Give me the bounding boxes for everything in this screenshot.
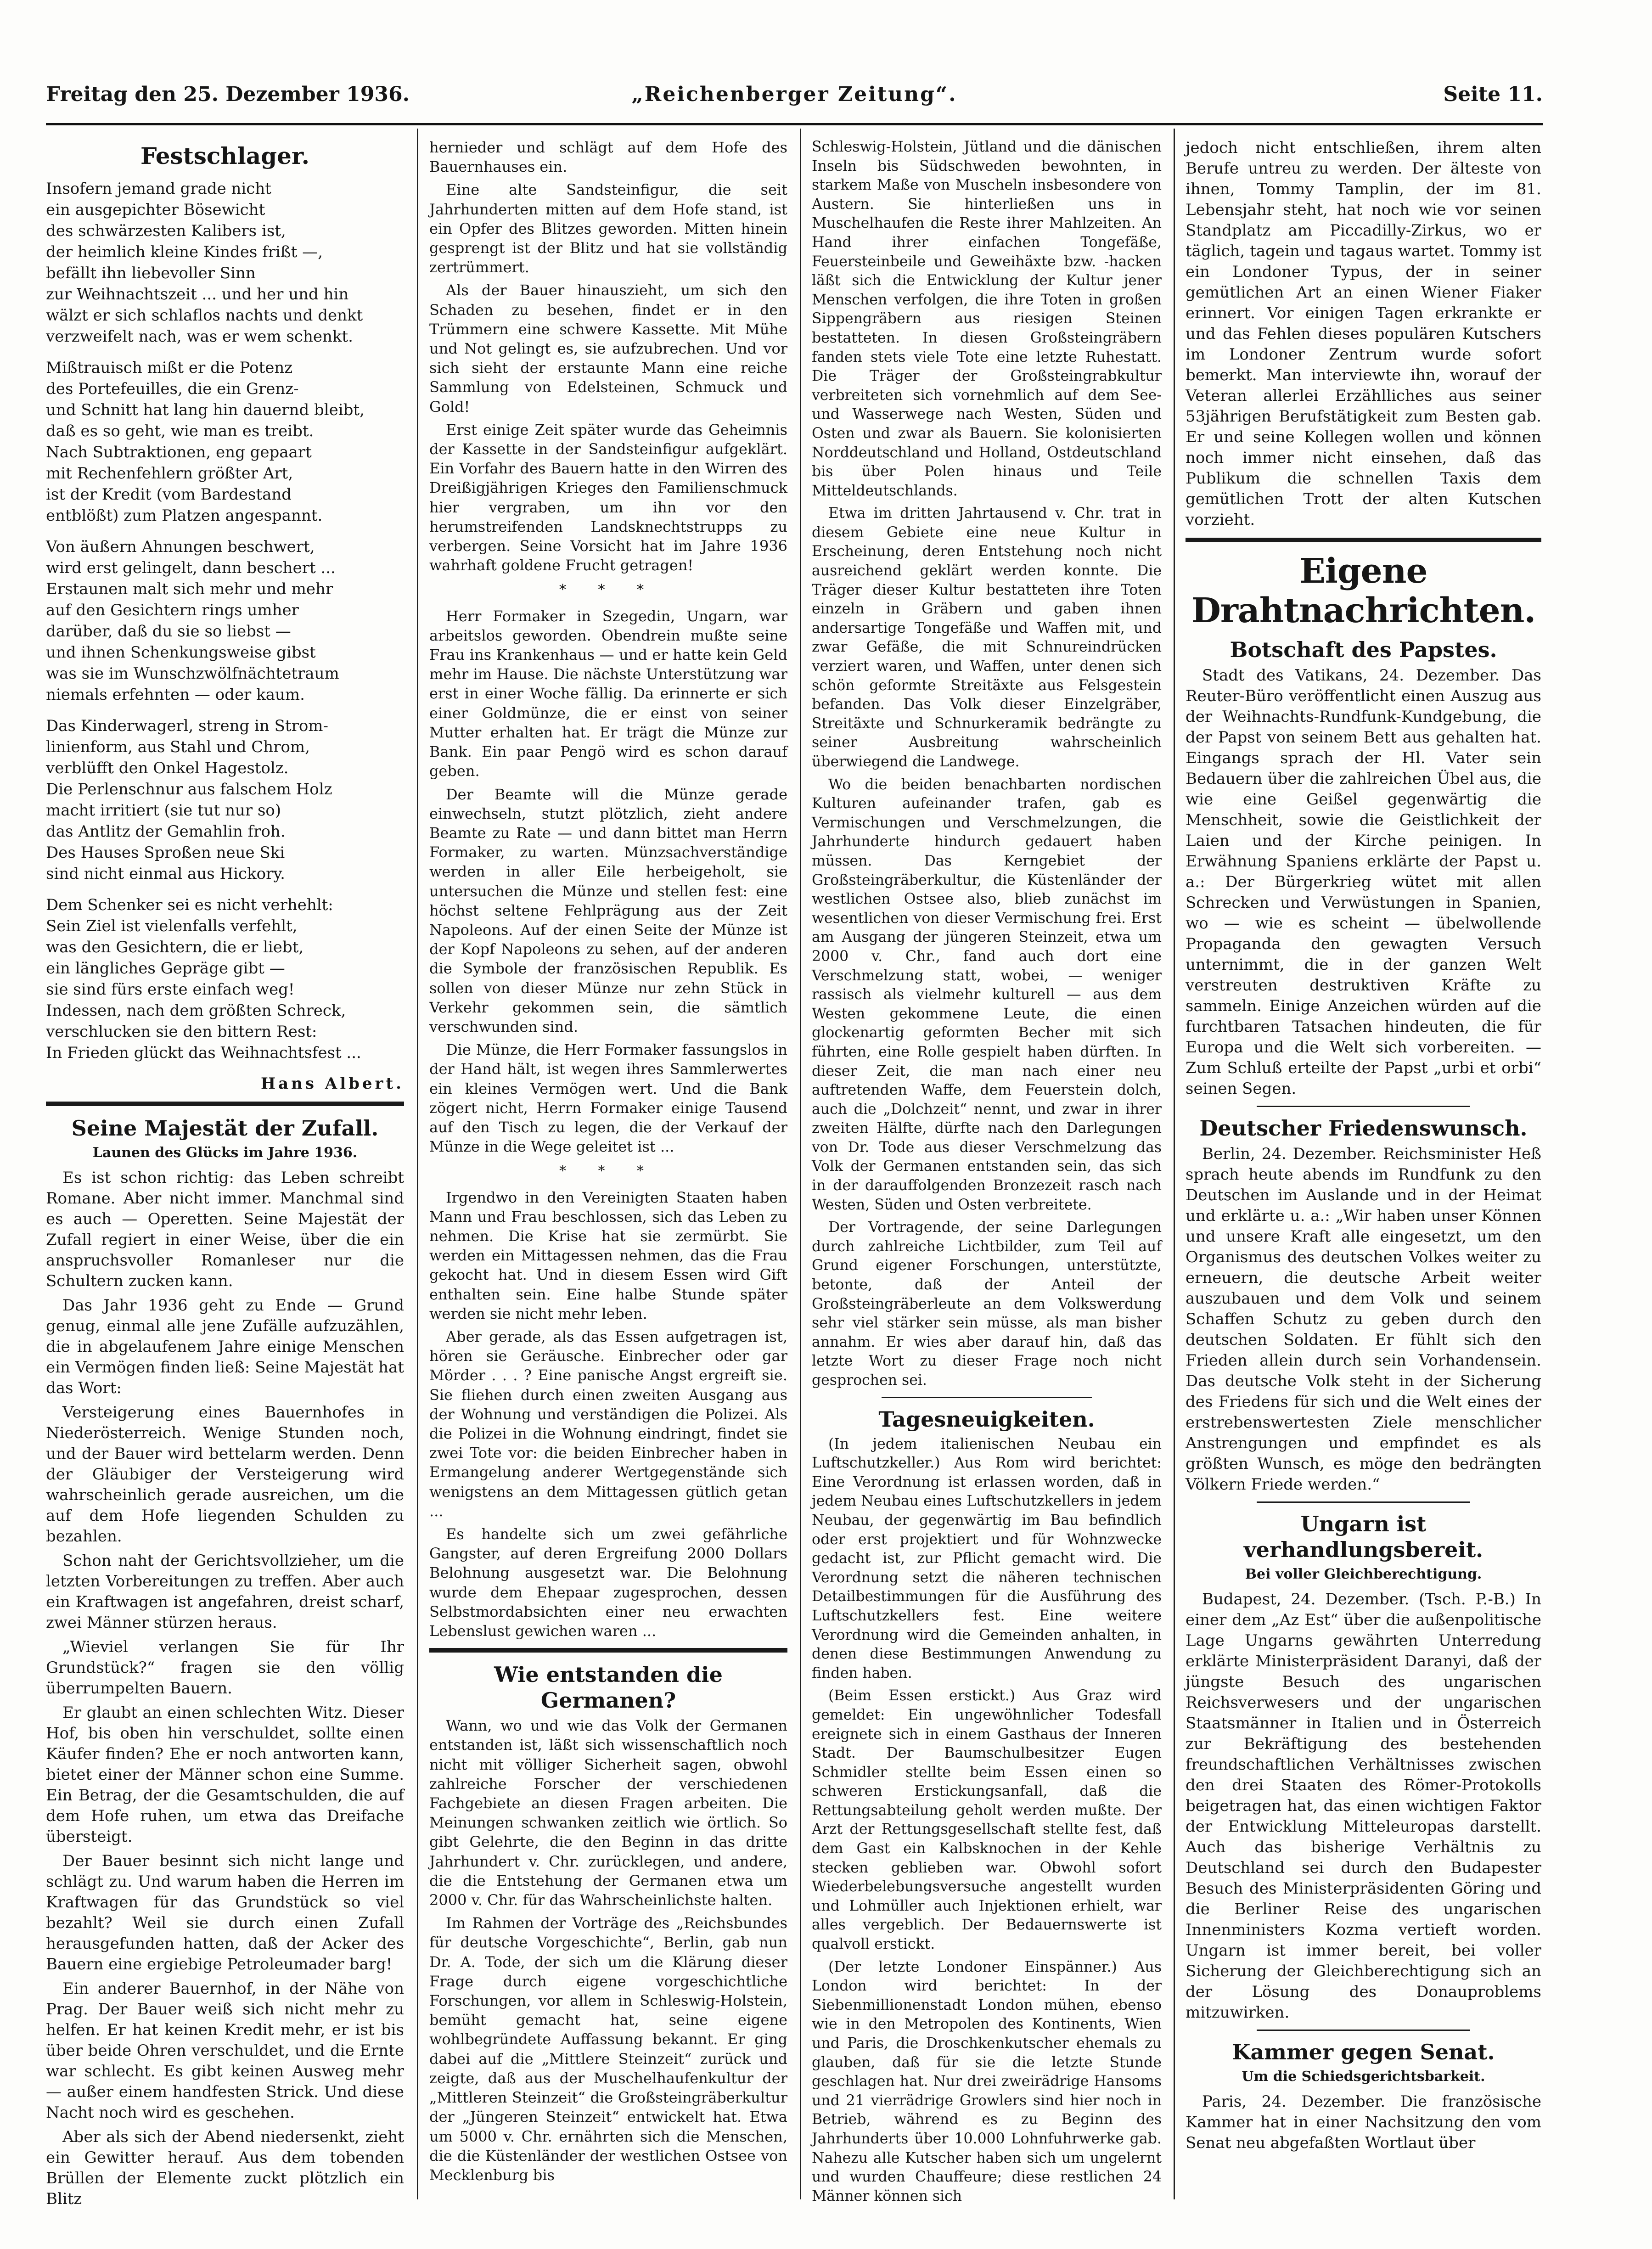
paragraph: Herr Formaker in Szegedin, Ungarn, war arbeitslos geworden. Obendrein mußte seine Frau ins Krankenhaus — und er hatte kein Geld mehr im Hause. Die nächste Unterstützung war erst in einer Woche fällig. Da erinnerte er sich einer Goldmünze, die er einst von seiner Mutter erhalten hat. Er trägt die Münze zur Bank. Ein paar Pengö wird es schon darauf geben. <box>429 607 787 780</box>
paragraph: Irgendwo in den Vereinigten Staaten haben Mann und Frau beschlossen, sich das Leben zu nehmen. Die Krise hat sie zermürbt. Sie werden ein Mittagessen nehmen, das die Frau gekocht hat. Und in diesem Essen wird Gift enthalten sein. Eine halbe Stunde später werden sie nicht mehr leben. <box>429 1188 787 1322</box>
poem-line: sie sind fürs erste einfach weg! <box>46 980 295 999</box>
poem-line: zur Weihnachtszeit ... und her und hin <box>46 285 349 304</box>
news-body <box>1186 1589 1541 2023</box>
poem <box>46 178 404 1063</box>
paragraph: Aber gerade, als das Essen aufgetragen ist, hören sie Geräusche. Einbrecher oder gar Mörder . . . ? Eine panische Angst ergreift sie. Sie fliehen durch einen zweiten Ausgang aus der Wohnung und verständigen die Polizei. Als die Polizei in die Wohnung eindringt, findet sie zwei Tote vor: die beiden Einbrecher haben in Ermangelung anderer Wertgegenstände sich wenigstens an dem Mittagessen gütlich getan ... <box>429 1327 787 1520</box>
paragraph: Versteigerung eines Bauernhofes in Niederösterreich. Wenige Stunden noch, und der Bauer wird bettelarm werden. Denn der Gläubiger der Versteigerung wird wahrscheinlich gerade ausreichen, um die auf dem Hofe liegenden Schulden zu bezahlen. <box>46 1403 404 1546</box>
separator-stars: * * * <box>559 582 658 598</box>
paragraph: Als der Bauer hinauszieht, um sich den Schaden zu besehen, findet er in den Trümmern eine schwere Kassette. Mit Mühe und Not gelingt es, sie aufzubrechen. Und vor sich sieht der erstaunte Mann eine reiche Sammlung von Edelsteinen, Schmuck und Gold! <box>429 281 787 416</box>
paragraph: Wann, wo und wie das Volk der Germanen entstanden ist, läßt sich wissenschaftlich noch nicht mit völliger Sicherheit sagen, obwohl zahlreiche Forscher der verschiedenen Fachgebiete an diesen Fragen arbeiten. Die Meinungen schwanken zeitlich wie örtlich. So gibt Gelehrte, die den Beginn in das dritte Jahrhundert v. Chr. zurücklegen, und andere, die die Entstehung der Germanen etwa um 2000 v. Chr. für das Wahrscheinlichste halten. <box>429 1717 787 1909</box>
article-anecdote-gangsters <box>429 1188 787 1641</box>
paragraph: Es ist schon richtig: das Leben schreibt Romane. Aber nicht immer. Manchmal sind es auch — Operetten. Seine Majestät der Zufall regiert in einer Weise, über die ein anspruchsvoller Romanleser nur die Schultern zucken kann. <box>46 1169 404 1290</box>
poem-line: Insofern jemand grade nicht <box>46 180 271 198</box>
paragraph: Schleswig-Holstein, Jütland und die dänischen Inseln bis Südschweden bewohnten, in starkem Maße von Muscheln insbesondere von Austern. Sie hinterließen uns in Muschelhaufen die Reste ihrer Mahlzeiten. An Hand ihrer einfachen Tongefäße, Feuersteinbeile und Geweihäxte bzw. -hacken läßt sich die Entwicklung der Kultur jener Menschen verfolgen, die ihre Toten in großen Sippengräbern aus riesigen Steinen bestatteten. In diesen Großsteingräbern fanden stets viele Tote eine letzte Ruhestatt. Die Träger der Großsteingrabkultur verbreiteten sich vornehmlich auf dem See- und Wasserwege nach Westen, Süden und Osten und zwar als Bauern. Sie kolonisierten Norddeutschland und Holland, Ostdeutschland bis über Polen hinaus und Teile Mitteldeutschlands. <box>812 139 1162 499</box>
poem-line: Das Kinderwagerl, streng in Strom- <box>46 717 329 735</box>
poem-line: darüber, daß du sie so liebst — <box>46 622 291 641</box>
section-title: Eigene Drahtnachrichten. <box>1191 551 1536 630</box>
article-body <box>46 1168 404 2210</box>
paragraph: Eine alte Sandsteinfigur, die seit Jahrhunderten mitten auf dem Hofe stand, ist ein Opfer des Blitzes geworden. Mitten hinein gesprengt ist der Blitz und hat sie vollständig zertrümmert. <box>429 181 787 276</box>
poem-line: des schwärzesten Kalibers ist, <box>46 222 286 240</box>
news-headline: Ungarn ist verhandlungsbereit. <box>1243 1512 1483 1562</box>
paragraph: Der Bauer besinnt sich nicht lange und schlägt zu. Und warum haben die Herren im Kraftwagen für das Grundstück so viel bezahlt? Weil sie durch einen Zufall herausgefunden hatten, daß der Acker des Bauern eine ergiebige Petroleumader barg! <box>46 1852 404 1973</box>
poem-line: Indessen, nach dem größten Schreck, <box>46 1001 346 1020</box>
poem-stanza <box>46 178 404 347</box>
poem-line: mit Rechenfehlern größter Art, <box>46 464 293 483</box>
news-body <box>1186 2092 1541 2153</box>
article-subtitle: Launen des Glücks im Jahre 1936. <box>92 1145 358 1161</box>
poem-line: und ihnen Schenkungsweise gibst <box>46 643 316 662</box>
poem-line: sind nicht einmal aus Hickory. <box>46 865 285 883</box>
poem-stanza <box>46 357 404 526</box>
column-rule-1 <box>417 129 418 2199</box>
news-subheadline: Um die Schiedsgerichtsbarkeit. <box>1242 2069 1485 2085</box>
paragraph: Wo die beiden benachbarten nordischen Kulturen aufeinander trafen, gab es Vermischungen und Verschmelzungen, die Jahrhunderte hindurch gedauert haben müssen. Das Kerngebiet der Großsteingräberkultur, die Küstenländer der westlichen Ostsee also, blieb zunächst im wesentlichen von dieser Vermischung frei. Erst am Ausgang der jüngeren Steinzeit, etwa um 2000 v. Chr., fand auch dort eine Verschmelzung statt, wobei, — weniger rassisch als vielmehr kulturell — aus dem Westen gekommene Leute, die einen glockenartig geformten Becher mit sich führten, eine Rolle gespielt haben dürften. In dieser Zeit, die man nach einer neu auftretenden Waffe, dem Feuerstein dolch, auch die „Dolchzeit“ nennt, und zwar in ihrer zweiten Hälfte, dürfte nach den Darlegungen von Dr. Tode aus dieser Verschmelzung das Volk der Germanen entstanden sein, das sich in der darauffolgenden Bronzezeit rasch nach Westen, Süden und Osten verbreitete. <box>812 776 1162 1213</box>
section-divider <box>882 1397 1091 1398</box>
article-continuation <box>429 138 787 575</box>
poem-line: was sie im Wunschzwölfnächtetraum <box>46 664 339 683</box>
news-body <box>1186 1144 1541 1495</box>
header-page-number: Seite 11. <box>1443 83 1543 106</box>
poem-line: linienform, aus Stahl und Chrom, <box>46 738 310 756</box>
section-divider <box>46 1102 404 1106</box>
separator-stars: * * * <box>559 1163 658 1180</box>
news-body <box>1186 665 1541 1099</box>
paragraph: Berlin, 24. Dezember. Reichsminister Heß sprach heute abends im Rundfunk zu den Deutschen im Auslande und in der Heimat und erklärte u. a.: „Wir haben unser Können und unsere Kraft alle eingesetzt, um den Organismus des deutschen Volkes weiter zu erneuern, die deutsche Arbeit weiter auszubauen und dem Volk und seinem Schaffen Schutz zu geben durch den deutschen Soldaten. Er fühlt sich den Frieden allein durch sein Vorhandensein. Das deutsche Volk steht in der Sicherung des Friedens für sich und die Welt eines der erstrebenswertesten Ziele menschlicher Anstrengungen und empfindet es als größten Wunsch, es möge den bedrängten Völkern Friede werden.“ <box>1186 1145 1541 1494</box>
poem-line: entblößt) zum Platzen angespannt. <box>46 506 323 525</box>
poem-line: ein längliches Gepräge gibt — <box>46 959 285 978</box>
column-4 <box>1186 138 1541 2157</box>
article-continuation <box>812 138 1162 1390</box>
poem-line: macht irritiert (sie tut nur so) <box>46 801 281 820</box>
poem-line: verzweifelt nach, was er wem schenkt. <box>46 327 353 346</box>
paragraph: jedoch nicht entschließen, ihrem alten Berufe untreu zu werden. Der älteste von ihnen, Tommy Tamplin, der im 81. Lebensjahr steht, hat noch wie vor seinen Standplatz am Piccadilly-Zirkus, wo er täglich, tagein und tagaus wartet. Tommy ist ein Londoner Typus, der in seiner gemütlichen Art an einen Wiener Fiaker erinnert. Vor einigen Tagen erkrankte er und das Fehlen dieses populären Kutschers im Londoner Zentrum wurde sofort bemerkt. Man interviewte ihn, worauf der Veteran allerlei Erzählliches aus seiner 53jährigen Berufstätigkeit zum Besten gab. Er und seine Kollegen wollen und können noch immer nicht einsehen, daß das Publikum die schnellen Taxis dem gemütlichen Trott der alten Kutschen vorzieht. <box>1186 139 1541 529</box>
poem-line: verblüfft den Onkel Hagestolz. <box>46 759 289 777</box>
section-divider <box>1257 1501 1470 1503</box>
poem-stanza <box>46 715 404 884</box>
paragraph: Das Jahr 1936 geht zu Ende — Grund genug, einmal alle jene Zufälle aufzuzählen, die in abgelaufenem Jahre einige Menschen ein Vermögen finden ließ: Seine Majestät hat das Wort: <box>46 1296 404 1397</box>
column-1 <box>46 138 404 2213</box>
article-title: Wie entstanden die Germanen? <box>494 1662 723 1713</box>
news-headline: Botschaft des Papstes. <box>1230 637 1497 662</box>
article-anecdote-coin <box>429 607 787 1157</box>
paragraph: Budapest, 24. Dezember. (Tsch. P.-B.) In einer dem „Az Est“ über die außenpolitische Lage Ungarns gewährten Unterredung erklärte Ministerpräsident Daranyi, daß der jüngste Besuch des ungarischen Reichsverwesers und der ungarischen Staatsmänner in Italien und in Österreich zur Bekräftigung des bestehenden freundschaftlichen Verhältnisses zwischen den drei Staaten des Römer-Protokolls beigetragen hat, das einen wichtigen Faktor der Entwicklung Mitteleuropas darstellt. Auch das bisherige Verhältnis zu Deutschland sei durch den Budapester Besuch des Ministerpräsidenten Göring und die Berliner Reise des ungarischen Innenministers Kozma vertieft worden. Ungarn ist immer bereit, bei voller Sicherung der Gleichberechtigung sich an der Lösung des Donauproblems mitzuwirken. <box>1186 1590 1541 2022</box>
poem-stanza <box>46 536 404 705</box>
paragraph: Erst einige Zeit später wurde das Geheimnis der Kassette in der Sandsteinfigur aufgeklärt. Ein Vorfahr des Bauern hatte in den Wirren des Dreißigjährigen Krieges den Familienschmuck hier vergraben, um ihn vor den herumstreifenden Landsknechtstrupps zu verbergen. Seine Vorsicht hat im Jahre 1936 wahrhaft goldene Frucht getragen! <box>429 421 787 574</box>
paragraph: hernieder und schlägt auf dem Hofe des Bauernhauses ein. <box>429 139 787 176</box>
header-rule <box>46 123 1543 125</box>
column-rule-3 <box>1174 129 1175 2199</box>
paragraph: Ein anderer Bauernhof, in der Nähe von Prag. Der Bauer weiß sich nicht mehr zu helfen. Er hat keinen Kredit mehr, er ist bis über beide Ohren verschuldet, und die Ernte war schlecht. Es gibt keinen Ausweg mehr — außer einem handfesten Strick. Und diese Nacht noch wird es geschehen. <box>46 1979 404 2122</box>
paragraph: Es handelte sich um zwei gefährliche Gangster, auf deren Ergreifung 2000 Dollars Belohnung ausgesetzt war. Die Belohnung wurde dem Ehepaar zugesprochen, dessen Selbstmordabsichten einer neu erwachten Lebenslust gewichen waren ... <box>429 1525 787 1640</box>
paragraph: „Wieviel verlangen Sie für Ihr Grundstück?“ fragen sie den völlig überrumpelten Bauern. <box>46 1638 404 1698</box>
paragraph: Schon naht der Gerichtsvollzieher, um die letzten Vorbereitungen zu treffen. Aber auch ein Kraftwagen ist angefahren, dreist scharf, zwei Männer stürzen heraus. <box>46 1552 404 1632</box>
poem-line: auf den Gesichtern rings umher <box>46 601 299 619</box>
section-divider <box>1257 1106 1470 1107</box>
paragraph: Der Beamte will die Münze gerade einwechseln, stutzt plötzlich, zieht andere Beamte zu Rate — und dann bittet man Herrn Formaker, zu warten. Münzsachverständige werden in aller Eile herbeigeholt, sie untersuchen die Münze und stellen fest: eine höchst seltene Fehlprägung aus der Zeit Napoleons. Auf der einen Seite der Münze ist der Kopf Napoleons zu sehen, auf der anderen die Symbole der französischen Republik. Es sollen von dieser Münze nur zehn Stück in Verkehr gekommen sein, die sämtlich verschwunden sind. <box>429 785 787 1035</box>
news-headline: Deutscher Friedenswunsch. <box>1199 1116 1528 1141</box>
header-date: Freitag den 25. Dezember 1936. <box>46 83 410 106</box>
poem-author: Hans Albert. <box>260 1074 404 1093</box>
section-divider <box>1257 2030 1470 2031</box>
section-divider <box>429 1648 787 1653</box>
poem-line: das Antlitz der Gemahlin froh. <box>46 822 286 841</box>
poem-line: Erstaunen malt sich mehr und mehr <box>46 580 333 598</box>
article-body <box>429 1716 787 2185</box>
poem-line: der heimlich kleine Kindes frißt —, <box>46 243 323 261</box>
poem-stanza <box>46 894 404 1063</box>
paragraph: Etwa im dritten Jahrtausend v. Chr. trat in diesem Gebiete eine neue Kultur in Erscheinung, deren Entstehung noch nicht ausreichend geklärt werden konnte. Die Träger dieser Kultur bestatteten ihre Toten einzeln in Gräbern und gaben ihnen andersartige Tongefäße und Waffen mit, und zwar Gefäße, die mit Schnureindrücken verziert waren, und Waffen, unter denen sich schön geformte Streitäxte aus Felsgestein befanden. Das Volk dieser Einzelgräber, Streitäxte und Schnurkeramik bedrängte zu seiner Ausbreitung wahrscheinlich überwiegend die Landwege. <box>812 505 1162 770</box>
paragraph: Der Vortragende, der seine Darlegungen durch zahlreiche Lichtbilder, zum Teil auf Grund eigener Forschungen, unterstützte, betonte, daß der Anteil der Großsteingräberleute an dem Volkswerdung sehr viel stärker sein müsse, als man bisher annahm. Er wies aber darauf hin, daß das letzte Wort zu dieser Frage noch nicht gesprochen sei. <box>812 1219 1162 1389</box>
poem-line: daß es so geht, wie man es treibt. <box>46 422 314 440</box>
paragraph: Er glaubt an einen schlechten Witz. Dieser Hof, bis oben hin verschuldet, sollte einen Käufer finden? Ehe er noch antworten kann, bietet einer der Männer schon eine Summe. Ein Betrag, der die Gesamtschulden, die auf dem Hofe ruhen, um etwa das Dreifache übersteigt. <box>46 1704 404 1846</box>
column-rule-2 <box>800 129 801 2199</box>
page-header <box>46 83 1543 115</box>
poem-line: In Frieden glückt das Weihnachtsfest ... <box>46 1044 361 1062</box>
poem-line: verschlucken sie den bittern Rest: <box>46 1023 317 1041</box>
poem-line: wird erst gelingelt, dann beschert ... <box>46 559 336 577</box>
poem-line: Mißtrauisch mißt er die Potenz <box>46 359 293 377</box>
paragraph: Stadt des Vatikans, 24. Dezember. Das Reuter-Büro veröffentlicht einen Auszug aus der Weihnachts-Rundfunk-Kundgebung, die der Papst von seinem Bett aus gehalten hat. Eingangs sprach der Hl. Vater sein Bedauern über die zahlreichen Übel aus, die wie eine Geißel gegenwärtig die Menschheit, sowie die Geistlichkeit der Laien und der Kirche peinigen. In Erwähnung Spaniens erklärte der Papst u. a.: Der Bürgerkrieg wütet mit allen Schrecken und Verwüstungen in Spanien, wo — wie es scheint — übelwollende Propaganda den gewagten Versuch unternimmt, die in der ganzen Welt verstreuten destruktiven Kräfte zu sammeln. Einige Anzeichen würden auf die furchtbaren Tatsachen hindeuten, die für Europa und die Welt sich vorbereiten. — Zum Schluß erteilte der Papst „urbi et orbi“ seinen Segen. <box>1186 666 1541 1098</box>
paragraph: (Der letzte Londoner Einspänner.) Aus London wird berichtet: In der Siebenmillionenstadt London mühen, ebenso wie in den Metropolen des Kontinents, Wien und Paris, die Droschkenkutscher ehemals zu glauben, daß für sie die letzte Stunde geschlagen hat. Nur drei zweirädrige Hansoms und 21 vierrädrige Growlers sind hier noch in Betrieb, während es zu Beginn des Jahrhunderts über 10.000 Lohnfuhrwerke gab. Nahezu alle Kutscher haben sich um ungelernt und wurden Chauffeure; diese restlichen 24 Männer können sich <box>812 1958 1162 2204</box>
poem-line: Von äußern Ahnungen beschwert, <box>46 538 315 556</box>
poem-line: Die Perlenschnur aus falschem Holz <box>46 780 332 798</box>
poem-line: Des Hauses Sproßen neue Ski <box>46 843 285 862</box>
poem-title: Festschlager. <box>140 142 310 169</box>
poem-line: ein ausgepichter Bösewicht <box>46 201 265 219</box>
poem-line: Nach Subtraktionen, eng gepaart <box>46 443 312 461</box>
poem-line: befällt ihn liebevoller Sinn <box>46 264 256 282</box>
poem-line: Sein Ziel ist vielenfalls verfehlt, <box>46 917 298 935</box>
news-headline: Kammer gegen Senat. <box>1232 2040 1495 2064</box>
column-3 <box>812 138 1162 2210</box>
paragraph: Paris, 24. Dezember. Die französische Kammer hat in einer Nachsitzung den vom Senat neu abgefaßten Wortlaut über <box>1186 2092 1541 2152</box>
paragraph: Im Rahmen der Vorträge des „Reichsbundes für deutsche Vorgeschichte“, Berlin, gab nun Dr. A. Tode, der sich um die Klärung dieser Frage durch eigene vorgeschichtliche Forschungen, vor allem in Schleswig-Holstein, bemüht gemacht hat, seine eigene wohlbegründete Auffassung bekannt. Er ging dabei auf die „Mittlere Steinzeit“ zurück und zeigte, daß aus der Muschelhaufenkultur der „Mittleren Steinzeit“ die Großsteingräberkultur der „Jüngeren Steinzeit“ entwickelt hat. Etwa um 5000 v. Chr. ernährten sich die Menschen, die die Küstenländer der westlichen Ostsee von Mecklenburg bis <box>429 1914 787 2184</box>
section-divider <box>1186 538 1541 542</box>
paragraph: (In jedem italienischen Neubau ein Luftschutzkeller.) Aus Rom wird berichtet: Eine Verordnung ist erlassen worden, daß in jedem Neubau eines Luftschutzkellers in jedem Neubau, der gegenwärtig im Bau befindlich oder erst projektiert und für Wohnzwecke gedacht ist, zur Pflicht gemacht wird. Die Verordnung setzt die näheren technischen Detailbestimmungen für die Ausführung des Luftschutzkellers fest. Eine weitere Verordnung wird die Gemeinden anhalten, in denen diese Bestimmungen Anwendung zu finden haben. <box>812 1435 1162 1681</box>
poem-line: des Portefeuilles, die ein Grenz- <box>46 380 299 398</box>
paragraph: Die Münze, die Herr Formaker fassungslos in der Hand hält, ist wegen ihres Sammlerwertes ein kleines Vermögen wert. Und die Bank zögert nicht, Herrn Formaker einige Tausend auf den Tisch zu legen, die der Verkauf der Münze in die Wege geleitet ist ... <box>429 1041 787 1156</box>
poem-line: und Schnitt hat lang hin dauernd bleibt, <box>46 401 365 419</box>
news-title: Tagesneuigkeiten. <box>878 1406 1095 1432</box>
poem-line: Dem Schenker sei es nicht verhehlt: <box>46 896 333 914</box>
poem-line: was den Gesichtern, die er liebt, <box>46 938 304 956</box>
article-continuation <box>1186 138 1541 530</box>
header-paper-name: „Reichenberger Zeitung“. <box>631 83 957 106</box>
news-subheadline: Bei voller Gleichberechtigung. <box>1245 1566 1482 1582</box>
article-title: Seine Majestät der Zufall. <box>71 1116 379 1141</box>
news-items <box>812 1435 1162 2206</box>
column-2 <box>429 138 787 2188</box>
paragraph: (Beim Essen erstickt.) Aus Graz wird gemeldet: Ein ungewöhnlicher Todesfall ereignete sich in einem Gasthaus der Inneren Stadt. Der Baumschulbesitzer Eugen Schmidler stellte beim Essen einen so schweren Erstickungsanfall, daß die Rettungsabteilung geholt werden mußte. Der Arzt der Rettungsgesellschaft stellte fest, daß dem Gast ein Kalbsknochen in der Kehle stecken geblieben war. Obwohl sofort Wiederbelebungsversuche angestellt wurden und Lohmüller auch Injektionen erhielt, war alles vergeblich. Der Bedauernswerte ist qualvoll erstickt. <box>812 1687 1162 1953</box>
poem-line: wälzt er sich schlaflos nachts und denkt <box>46 306 363 325</box>
paragraph: Aber als sich der Abend niedersenkt, zieht ein Gewitter herauf. Aus dem tobenden Brüllen der Elemente zuckt plötzlich ein Blitz <box>46 2128 404 2208</box>
poem-line: niemals erfehnten — oder kaum. <box>46 686 305 704</box>
poem-line: ist der Kredit (vom Bardestand <box>46 485 292 504</box>
